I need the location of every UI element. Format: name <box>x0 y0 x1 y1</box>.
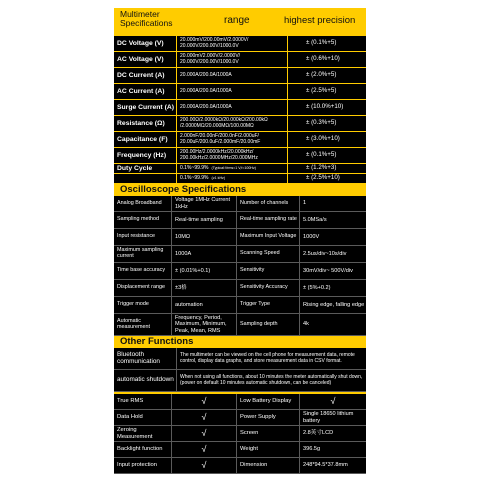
osc-param-label: Scanning Speed <box>237 246 299 262</box>
range-text: 20.000mV/200.00mV/2.0000V/ 20.000V/200.00V/1000.0V <box>180 37 249 49</box>
osc-param-value: 1000A <box>172 246 236 262</box>
range-text: 20.000A/200.0A/1000A <box>180 71 232 78</box>
range-text: 200.00Hz/2.0000kHz/20.000kHz/ 200.00kHz/2.0000MHz/20.000MHz <box>180 149 258 161</box>
measurement-name: Resistance (Ω) <box>114 116 176 131</box>
osc-param-label: Time base accuracy <box>114 263 171 279</box>
osc-param-label: Real-time sampling rate <box>237 212 299 228</box>
other-row <box>114 426 366 442</box>
osc-param-label: Maximum sampling current <box>114 246 171 262</box>
osc-param-value: Frequency, Period, Maximum, Minimum, Peak, Mean, RMS <box>172 314 236 335</box>
multimeter-row <box>114 174 366 183</box>
osc-param-value: 4k <box>300 314 366 335</box>
measurement-range <box>177 148 287 163</box>
oscilloscope-row <box>114 263 366 280</box>
function-label: automatic shutdown <box>114 370 176 391</box>
oscilloscope-row <box>114 314 366 336</box>
measurement-precision: ± (2.0%+5) <box>288 68 366 83</box>
measurement-precision: ± (0.1%+5) <box>288 36 366 51</box>
measurement-range <box>177 68 287 83</box>
measurement-range <box>177 52 287 67</box>
multimeter-row <box>114 68 366 83</box>
precision-column-header: highest precision <box>284 15 356 26</box>
measurement-range <box>177 36 287 51</box>
range-text: 0.1%~99.9% <box>180 164 209 171</box>
osc-param-label: Maximum Input Voltage <box>237 229 299 245</box>
osc-param-label: Sensitivity Accuracy <box>237 280 299 296</box>
measurement-name: Surge Current (A) <box>114 100 176 115</box>
measurement-precision: ± (1.2%+3) <box>288 164 366 173</box>
function-label: Power Supply <box>237 410 299 425</box>
osc-param-label: Number of channels <box>237 196 299 211</box>
function-label: Bluetooth communication <box>114 348 176 369</box>
oscilloscope-row <box>114 229 366 246</box>
measurement-precision: ± (0.6%+10) <box>288 52 366 67</box>
measurement-range <box>177 84 287 99</box>
osc-param-label: Displacement range <box>114 280 171 296</box>
other-functions-title: Other Functions <box>120 336 194 347</box>
osc-param-value: 1000V <box>300 229 366 245</box>
measurement-precision: ± (10.0%+10) <box>288 100 366 115</box>
oscilloscope-row <box>114 280 366 297</box>
measurement-name: DC Voltage (V) <box>114 36 176 51</box>
function-label: Backlight function <box>114 442 171 457</box>
spec-sheet <box>114 8 366 472</box>
range-text: 0.1%~99.9% <box>180 174 209 181</box>
osc-param-value: ± (5%+0.2) <box>300 280 366 296</box>
osc-param-value: Rising edge, falling edge <box>300 297 366 313</box>
function-label: Data Hold <box>114 410 171 425</box>
range-text: 2.000nF/20.00nF/200.0nF/2.000uF/ 20.00uF/200.0uF/2.000mF/20.00mF <box>180 133 261 145</box>
osc-param-value: 1 <box>300 196 366 211</box>
oscilloscope-row <box>114 246 366 263</box>
measurement-name: Capacitance (F) <box>114 132 176 147</box>
range-text: 200.00Ω/2.0000kΩ/20.000kΩ/200.00kΩ /2.0000MΩ/20.000MΩ/100.00MΩ <box>180 117 268 129</box>
other-row <box>114 394 366 410</box>
measurement-precision: ± (2.5%+10) <box>288 174 366 183</box>
other-row <box>114 442 366 458</box>
osc-param-label: Analog Broadband <box>114 196 171 211</box>
function-label: Weight <box>237 442 299 457</box>
oscilloscope-title: Oscilloscope Specifications <box>120 184 247 195</box>
osc-param-label: Sampling depth <box>237 314 299 335</box>
function-description: When not using all functions, about 10 minutes the meter automatically shut down, (power on default 10 minutes automatic shutdown, can be canceled) <box>177 370 366 391</box>
measurement-range <box>177 174 287 183</box>
osc-param-label: Trigger mode <box>114 297 171 313</box>
range-column-header: range <box>224 15 250 26</box>
measurement-precision: ± (2.5%+5) <box>288 84 366 99</box>
function-label: Zeroing Measurement <box>114 426 171 441</box>
function-label: True RMS <box>114 394 171 409</box>
range-note: (≥1 kHz) <box>211 175 226 180</box>
osc-param-label: Sampling method <box>114 212 171 228</box>
check-mark: √ <box>172 410 236 425</box>
osc-param-value: 5.0MSa/s <box>300 212 366 228</box>
multimeter-row <box>114 164 366 173</box>
check-mark: √ <box>172 394 236 409</box>
osc-param-value: ± (0.01%+0.1) <box>172 263 236 279</box>
osc-param-label: Sensitivity <box>237 263 299 279</box>
range-text: 20.000A/200.0A/1000A <box>180 87 232 94</box>
measurement-range <box>177 116 287 131</box>
check-mark: √ <box>172 426 236 441</box>
measurement-name: DC Current (A) <box>114 68 176 83</box>
multimeter-row <box>114 116 366 131</box>
function-value: 2.8英寸LCD <box>300 426 366 441</box>
multimeter-title: Multimeter Specifications <box>120 9 173 29</box>
osc-param-label: Trigger Type <box>237 297 299 313</box>
function-label: Input protection <box>114 458 171 473</box>
measurement-range <box>177 100 287 115</box>
measurement-name: AC Current (A) <box>114 84 176 99</box>
function-label: Low Battery Display <box>237 394 299 409</box>
oscilloscope-row <box>114 196 366 212</box>
multimeter-row <box>114 100 366 115</box>
measurement-name <box>114 174 176 183</box>
function-value: √ <box>300 394 366 409</box>
multimeter-row <box>114 52 366 67</box>
measurement-name: Duty Cycle <box>114 164 176 173</box>
measurement-range <box>177 132 287 147</box>
measurement-name: AC Voltage (V) <box>114 52 176 67</box>
other-row <box>114 458 366 474</box>
osc-param-value: 30mV/div~ 500V/div <box>300 263 366 279</box>
osc-param-value: Real-time sampling <box>172 212 236 228</box>
measurement-precision: ± (0.3%+5) <box>288 116 366 131</box>
osc-param-value: automation <box>172 297 236 313</box>
measurement-precision: ± (3.0%+10) <box>288 132 366 147</box>
range-text: 20.000mV2.000V/2.0000V/ 20.000V/200.00V/1000.0V <box>180 53 241 65</box>
measurement-precision: ± (0.1%+5) <box>288 148 366 163</box>
measurement-range <box>177 164 287 173</box>
multimeter-header <box>114 8 366 36</box>
osc-param-value: ±3格 <box>172 280 236 296</box>
oscilloscope-row <box>114 297 366 314</box>
range-text: 20.000A/200.0A/1000A <box>180 103 232 110</box>
check-mark: √ <box>172 442 236 457</box>
osc-param-label: Automatic measurement <box>114 314 171 335</box>
multimeter-row <box>114 148 366 163</box>
other-row <box>114 410 366 426</box>
measurement-name: Frequency (Hz) <box>114 148 176 163</box>
osc-param-value: 10MΩ <box>172 229 236 245</box>
function-description: The multimeter can be viewed on the cell phone for measurement data, remote control, display data graphs, and store measurement data in CSV format. <box>177 348 366 369</box>
oscilloscope-row <box>114 212 366 229</box>
multimeter-row <box>114 132 366 147</box>
other-wide-row <box>114 348 366 370</box>
multimeter-row <box>114 84 366 99</box>
other-wide-row <box>114 370 366 392</box>
osc-param-value: Voltage 1MHz Current 1kHz <box>172 196 236 211</box>
osc-param-value: 2.5us/div~10s/div <box>300 246 366 262</box>
osc-param-label: Input resistance <box>114 229 171 245</box>
function-value: 396.5g <box>300 442 366 457</box>
multimeter-row <box>114 36 366 51</box>
check-mark: √ <box>172 458 236 473</box>
range-note: (Typical:Vrms=1 V,f=100Hz) <box>211 165 256 170</box>
function-label: Screen <box>237 426 299 441</box>
function-label: Dimension <box>237 458 299 473</box>
function-value: Single 18650 lithium battery <box>300 410 366 425</box>
function-value: 248*94.5*37.8mm <box>300 458 366 473</box>
